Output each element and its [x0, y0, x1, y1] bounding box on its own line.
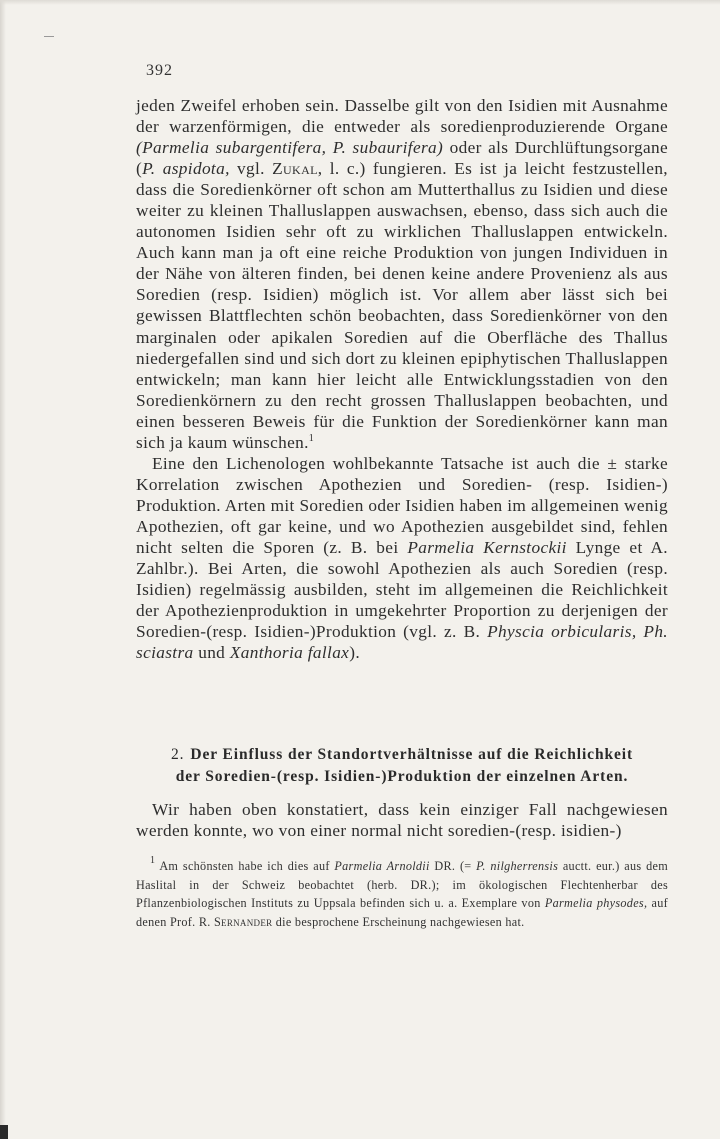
scan-corner-mark [0, 1125, 8, 1139]
paragraph-isidien: jeden Zweifel erhoben sein. Dasselbe gilt von den Isidien mit Ausnahme der warzenförmigen, die entweder als soredienproduzierende Organe (Parmelia subargentifera, P. subaurifera) oder als Durchlüftungsorgane (P. aspidota, vgl. Zukal, l. c.) fungieren. Es ist ja leicht festzustellen, dass die Soredienkörner oft schon am Mutterthallus zu Isidien und diese weiter zu kleinen Thalluslappen auswachsen, ebenso, dass sich auch die autonomen Isidien sehr oft zu wirklichen Thalluslappen entwickeln. Auch kann man ja oft eine reiche Produktion von jungen Individuen in der Nähe von älteren finden, bei denen keine andere Provenienz als aus Soredien (resp. Isidien) möglich ist. Vor allem aber lässt sich bei gewissen Blattflechten schön beobachten, dass Soredienkörner von den marginalen oder apikalen Soredien auf die Oberfläche des Thallus niedergefallen sind und sich dort zu kleinen epiphytischen Thalluslappen entwickeln; man kann hier leicht alle Entwicklungsstadien von den Soredienkörnern zu den recht grossen Thalluslappen beobachten, und einen besseren Beweis für die Funktion der Soredienkörner kann man sich ja kaum wünschen.$^1$ [136, 96, 668, 452]
footnote-marker: 1 [150, 855, 156, 866]
species-name: Xanthoria fallax [229, 643, 350, 663]
species-names: Physcia orbicularis, Ph. sciastra [136, 622, 668, 663]
species-names: (Parmelia subargentifera, P. subaurifera) [136, 138, 444, 158]
species-name: P. aspidota, [142, 159, 230, 179]
section-body [136, 799, 668, 841]
species-name: Parmelia physodes, [544, 896, 648, 911]
species-name: Parmelia Kernstockii [407, 537, 567, 557]
page-number: 392 [146, 62, 173, 79]
paragraph-konstatiert: Wir haben oben konstatiert, dass kein einziger Fall nachgewiesen werden konnte, wo von einer normal nicht soredien-(resp. isidien-) [136, 800, 668, 841]
paragraph-korrelation: Eine den Lichenologen wohlbekannte Tatsache ist auch die ± starke Korrelation zwischen Apothezien und Soredien- (resp. Isidien-) Produktion. Arten mit Soredien oder Isidien haben im allgemeinen wenig Apothezien, oft gar keine, und wo Apothezien ausgebildet sind, fehlen nicht selten die Sporen (z. B. bei Parmelia Kernstockii Lynge et A. Zahlbr.). Bei Arten, die sowohl Apothezien als auch Soredien (resp. Isidien) regelmässig ausbilden, steht im allgemeinen die Reichlichkeit der Apothezienproduktion in umgekehrter Proportion zu derjenigen der Soredien-(resp. Isidien-)Produktion (vgl. z. B. Physcia orbicularis, Ph. sciastra und Xanthoria fallax). [136, 453, 668, 663]
section-number: 2. [170, 746, 185, 763]
section-heading [136, 744, 668, 788]
footnote: $^1$ Am schönsten habe ich dies auf Parmelia Arnoldii DR. (= P. nilgherrensis auctt. eur.) aus dem Haslital in der Schweiz beobachtet (herb. DR.); im ökologischen Flechtenherbar des Pflanzenbiologischen Instituts zu Uppsala befinden sich u. a. Exemplare von Parmelia physodes, auf denen Prof. R. Sernander die besprochene Erscheinung nachgewiesen hat. [136, 855, 669, 929]
main-text [136, 95, 668, 663]
scan-top-shadow [0, 0, 720, 5]
section-heading-line1: 2. Der Einfluss der Standortverhältnisse auf die Reichlichkeit [170, 746, 634, 763]
species-name: Parmelia Arnoldii [334, 859, 430, 873]
section-heading-line2: der Soredien-(resp. Isidien-)Produktion der einzelnen Arten. [175, 768, 629, 785]
footnote-reference: 1 [308, 432, 315, 444]
author-name: Zukal, [272, 159, 323, 179]
author-name: Sernander [213, 914, 273, 929]
species-name: P. nilgherrensis [476, 859, 559, 873]
margin-mark [44, 36, 54, 37]
scan-edge-shadow [0, 0, 6, 1139]
